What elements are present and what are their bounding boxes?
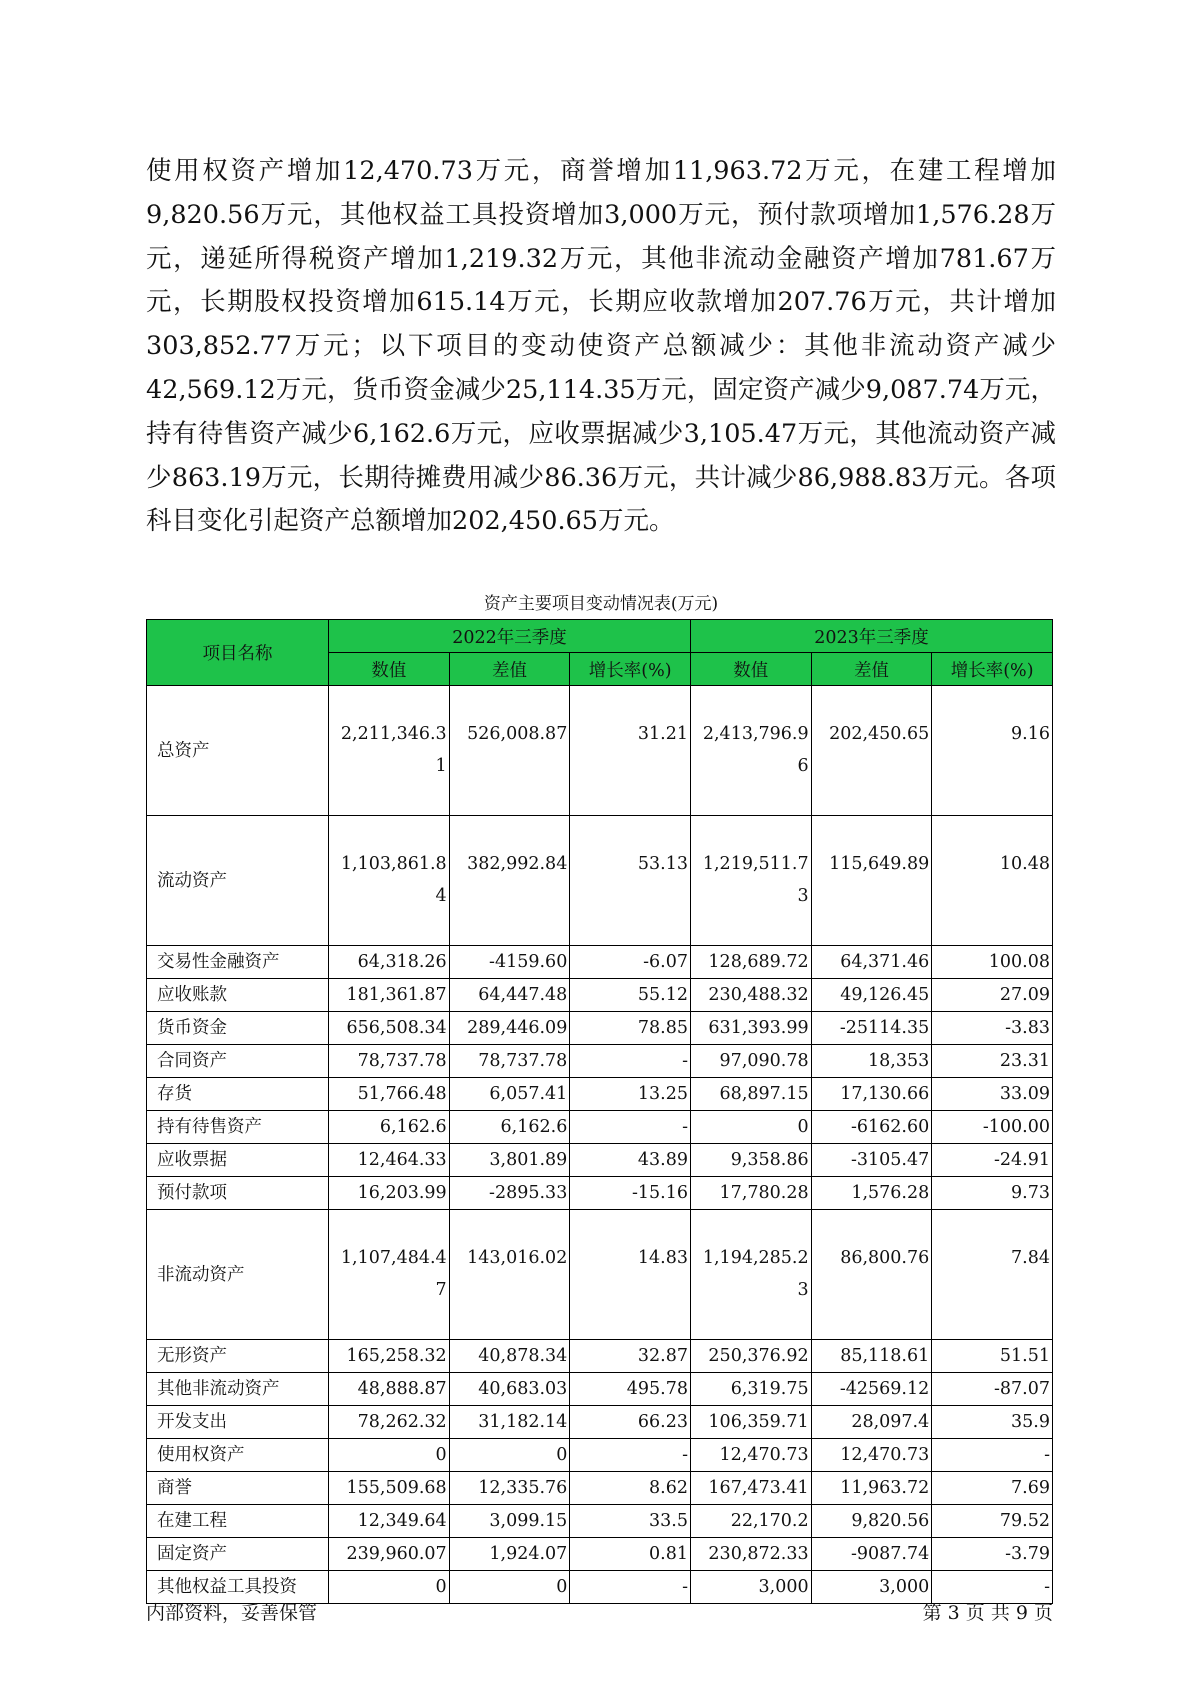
table-row xyxy=(147,1505,1053,1538)
diff-2023-cell: 18,353 xyxy=(811,1045,932,1078)
diff-2023-cell: -9087.74 xyxy=(811,1538,932,1571)
rate-2023-cell: -3.83 xyxy=(932,1012,1053,1045)
diff-2022-cell: 6,162.6 xyxy=(449,1111,570,1144)
table-row xyxy=(147,1406,1053,1439)
rate-2022-cell: 13.25 xyxy=(570,1078,691,1111)
diff-2023-cell: 202,450.65 xyxy=(811,686,932,816)
header-rate-2023: 增长率(%) xyxy=(932,653,1053,686)
diff-2022-cell: 40,878.34 xyxy=(449,1340,570,1373)
rate-2022-cell: 14.83 xyxy=(570,1210,691,1340)
rate-2022-cell: 0.81 xyxy=(570,1538,691,1571)
table-row xyxy=(147,1144,1053,1177)
table-row xyxy=(147,1045,1053,1078)
diff-2023-cell: 11,963.72 xyxy=(811,1472,932,1505)
body-paragraph: 使用权资产增加12,470.73万元，商誉增加11,963.72万元，在建工程增加9,820.56万元，其他权益工具投资增加3,000万元，预付款项增加1,576.28万元，递延所得税资产增加1,219.32万元，其他非流动金融资产增加781.67万元，长期股权投资增加615.14万元，长期应收款增加207.76万元，共计增加303,852.77万元；以下项目的变动使资产总额减少：其他非流动资产减少42,569.12万元，货币资金减少25,114.35万元，固定资产减少9,087.74万元，持有待售资产减少6,162.6万元，应收票据减少3,105.47万元，其他流动资产减少863.19万元，长期待摊费用减少86.36万元，共计减少86,988.83万元。各项科目变化引起资产总额增加202,450.65万元。 xyxy=(146,156,1056,537)
table-row xyxy=(147,1177,1053,1210)
value-2022-cell: 12,349.64 xyxy=(329,1505,450,1538)
diff-2023-cell: -3105.47 xyxy=(811,1144,932,1177)
header-period-2023: 2023年三季度 xyxy=(690,620,1052,653)
row-name-cell: 货币资金 xyxy=(147,1012,329,1045)
value-2022-cell: 16,203.99 xyxy=(329,1177,450,1210)
value-2022-cell: 6,162.6 xyxy=(329,1111,450,1144)
rate-2023-cell: -24.91 xyxy=(932,1144,1053,1177)
value-2022-cell: 656,508.34 xyxy=(329,1012,450,1045)
rate-2022-cell: 495.78 xyxy=(570,1373,691,1406)
diff-2023-cell: 3,000 xyxy=(811,1571,932,1604)
value-2023-cell: 230,488.32 xyxy=(690,979,811,1012)
table-row xyxy=(147,979,1053,1012)
diff-2023-cell: 115,649.89 xyxy=(811,816,932,946)
header-value-2022: 数值 xyxy=(329,653,450,686)
value-2023-cell: 17,780.28 xyxy=(690,1177,811,1210)
row-name-cell: 开发支出 xyxy=(147,1406,329,1439)
diff-2023-cell: 17,130.66 xyxy=(811,1078,932,1111)
value-2023-cell: 106,359.71 xyxy=(690,1406,811,1439)
row-name-cell: 固定资产 xyxy=(147,1538,329,1571)
footer-page-number: 第 3 页 共 9 页 xyxy=(922,1602,1053,1624)
table-body xyxy=(147,686,1053,1604)
diff-2023-cell: 86,800.76 xyxy=(811,1210,932,1340)
value-2023-cell: 6,319.75 xyxy=(690,1373,811,1406)
value-2022-cell: 48,888.87 xyxy=(329,1373,450,1406)
header-value-2023: 数值 xyxy=(690,653,811,686)
table-row xyxy=(147,1472,1053,1505)
rate-2023-cell: 33.09 xyxy=(932,1078,1053,1111)
table-row xyxy=(147,1078,1053,1111)
row-name-cell: 使用权资产 xyxy=(147,1439,329,1472)
row-name-cell: 非流动资产 xyxy=(147,1210,329,1340)
row-name-cell: 合同资产 xyxy=(147,1045,329,1078)
value-2022-cell: 165,258.32 xyxy=(329,1340,450,1373)
row-name-cell: 其他权益工具投资 xyxy=(147,1571,329,1604)
value-2022-cell: 78,262.32 xyxy=(329,1406,450,1439)
rate-2023-cell: 79.52 xyxy=(932,1505,1053,1538)
diff-2022-cell: 78,737.78 xyxy=(449,1045,570,1078)
rate-2022-cell: 78.85 xyxy=(570,1012,691,1045)
rate-2022-cell: - xyxy=(570,1111,691,1144)
diff-2022-cell: 6,057.41 xyxy=(449,1078,570,1111)
table-row xyxy=(147,816,1053,946)
rate-2023-cell: - xyxy=(932,1571,1053,1604)
value-2023-cell: 68,897.15 xyxy=(690,1078,811,1111)
rate-2022-cell: 8.62 xyxy=(570,1472,691,1505)
row-name-cell: 其他非流动资产 xyxy=(147,1373,329,1406)
diff-2022-cell: 143,016.02 xyxy=(449,1210,570,1340)
row-name-cell: 持有待售资产 xyxy=(147,1111,329,1144)
rate-2022-cell: -6.07 xyxy=(570,946,691,979)
row-name-cell: 无形资产 xyxy=(147,1340,329,1373)
value-2022-cell: 0 xyxy=(329,1571,450,1604)
value-2023-cell: 1,219,511.73 xyxy=(690,816,811,946)
diff-2023-cell: -42569.12 xyxy=(811,1373,932,1406)
diff-2022-cell: -4159.60 xyxy=(449,946,570,979)
row-name-cell: 流动资产 xyxy=(147,816,329,946)
rate-2022-cell: - xyxy=(570,1571,691,1604)
rate-2022-cell: 32.87 xyxy=(570,1340,691,1373)
value-2023-cell: 12,470.73 xyxy=(690,1439,811,1472)
value-2022-cell: 12,464.33 xyxy=(329,1144,450,1177)
diff-2023-cell: -25114.35 xyxy=(811,1012,932,1045)
table-row xyxy=(147,946,1053,979)
value-2022-cell: 2,211,346.31 xyxy=(329,686,450,816)
rate-2023-cell: 9.16 xyxy=(932,686,1053,816)
header-rate-2022: 增长率(%) xyxy=(570,653,691,686)
diff-2022-cell: 0 xyxy=(449,1571,570,1604)
header-diff-2023: 差值 xyxy=(811,653,932,686)
diff-2022-cell: 3,801.89 xyxy=(449,1144,570,1177)
diff-2022-cell: 64,447.48 xyxy=(449,979,570,1012)
diff-2022-cell: 382,992.84 xyxy=(449,816,570,946)
rate-2023-cell: 9.73 xyxy=(932,1177,1053,1210)
rate-2022-cell: -15.16 xyxy=(570,1177,691,1210)
value-2022-cell: 64,318.26 xyxy=(329,946,450,979)
diff-2022-cell: 526,008.87 xyxy=(449,686,570,816)
rate-2022-cell: - xyxy=(570,1045,691,1078)
rate-2022-cell: 55.12 xyxy=(570,979,691,1012)
value-2022-cell: 239,960.07 xyxy=(329,1538,450,1571)
table-row xyxy=(147,1012,1053,1045)
table-row xyxy=(147,1373,1053,1406)
diff-2022-cell: 40,683.03 xyxy=(449,1373,570,1406)
rate-2023-cell: 23.31 xyxy=(932,1045,1053,1078)
rate-2023-cell: - xyxy=(932,1439,1053,1472)
rate-2022-cell: - xyxy=(570,1439,691,1472)
rate-2022-cell: 66.23 xyxy=(570,1406,691,1439)
diff-2023-cell: 12,470.73 xyxy=(811,1439,932,1472)
value-2023-cell: 128,689.72 xyxy=(690,946,811,979)
table-row xyxy=(147,1210,1053,1340)
rate-2023-cell: 51.51 xyxy=(932,1340,1053,1373)
table-row xyxy=(147,686,1053,816)
rate-2023-cell: 7.69 xyxy=(932,1472,1053,1505)
value-2023-cell: 167,473.41 xyxy=(690,1472,811,1505)
rate-2022-cell: 33.5 xyxy=(570,1505,691,1538)
diff-2023-cell: 28,097.4 xyxy=(811,1406,932,1439)
diff-2023-cell: 1,576.28 xyxy=(811,1177,932,1210)
value-2023-cell: 230,872.33 xyxy=(690,1538,811,1571)
table-row xyxy=(147,1538,1053,1571)
value-2022-cell: 155,509.68 xyxy=(329,1472,450,1505)
value-2022-cell: 1,107,484.47 xyxy=(329,1210,450,1340)
header-period-2022: 2022年三季度 xyxy=(329,620,691,653)
asset-change-table xyxy=(146,619,1053,1604)
value-2023-cell: 250,376.92 xyxy=(690,1340,811,1373)
table-row xyxy=(147,1439,1053,1472)
value-2023-cell: 631,393.99 xyxy=(690,1012,811,1045)
diff-2022-cell: 289,446.09 xyxy=(449,1012,570,1045)
rate-2022-cell: 53.13 xyxy=(570,816,691,946)
diff-2022-cell: 12,335.76 xyxy=(449,1472,570,1505)
rate-2023-cell: 10.48 xyxy=(932,816,1053,946)
rate-2022-cell: 31.21 xyxy=(570,686,691,816)
footer-confidential-note: 内部资料，妥善保管 xyxy=(146,1602,318,1624)
rate-2023-cell: -87.07 xyxy=(932,1373,1053,1406)
row-name-cell: 在建工程 xyxy=(147,1505,329,1538)
value-2022-cell: 0 xyxy=(329,1439,450,1472)
diff-2023-cell: 64,371.46 xyxy=(811,946,932,979)
value-2022-cell: 1,103,861.84 xyxy=(329,816,450,946)
value-2023-cell: 0 xyxy=(690,1111,811,1144)
row-name-cell: 预付款项 xyxy=(147,1177,329,1210)
diff-2022-cell: -2895.33 xyxy=(449,1177,570,1210)
diff-2023-cell: 9,820.56 xyxy=(811,1505,932,1538)
row-name-cell: 交易性金融资产 xyxy=(147,946,329,979)
value-2022-cell: 51,766.48 xyxy=(329,1078,450,1111)
rate-2023-cell: 35.9 xyxy=(932,1406,1053,1439)
row-name-cell: 存货 xyxy=(147,1078,329,1111)
value-2022-cell: 181,361.87 xyxy=(329,979,450,1012)
header-diff-2022: 差值 xyxy=(449,653,570,686)
diff-2023-cell: 49,126.45 xyxy=(811,979,932,1012)
diff-2023-cell: -6162.60 xyxy=(811,1111,932,1144)
value-2022-cell: 78,737.78 xyxy=(329,1045,450,1078)
value-2023-cell: 9,358.86 xyxy=(690,1144,811,1177)
rate-2023-cell: -3.79 xyxy=(932,1538,1053,1571)
row-name-cell: 应收账款 xyxy=(147,979,329,1012)
rate-2023-cell: 7.84 xyxy=(932,1210,1053,1340)
rate-2022-cell: 43.89 xyxy=(570,1144,691,1177)
value-2023-cell: 22,170.2 xyxy=(690,1505,811,1538)
diff-2022-cell: 31,182.14 xyxy=(449,1406,570,1439)
table-row xyxy=(147,1111,1053,1144)
row-name-cell: 应收票据 xyxy=(147,1144,329,1177)
value-2023-cell: 3,000 xyxy=(690,1571,811,1604)
table-row xyxy=(147,1340,1053,1373)
diff-2022-cell: 0 xyxy=(449,1439,570,1472)
diff-2022-cell: 3,099.15 xyxy=(449,1505,570,1538)
row-name-cell: 总资产 xyxy=(147,686,329,816)
diff-2022-cell: 1,924.07 xyxy=(449,1538,570,1571)
rate-2023-cell: -100.00 xyxy=(932,1111,1053,1144)
value-2023-cell: 2,413,796.96 xyxy=(690,686,811,816)
diff-2023-cell: 85,118.61 xyxy=(811,1340,932,1373)
rate-2023-cell: 27.09 xyxy=(932,979,1053,1012)
value-2023-cell: 1,194,285.23 xyxy=(690,1210,811,1340)
row-name-cell: 商誉 xyxy=(147,1472,329,1505)
rate-2023-cell: 100.08 xyxy=(932,946,1053,979)
table-caption: 资产主要项目变动情况表(万元) xyxy=(483,594,719,614)
value-2023-cell: 97,090.78 xyxy=(690,1045,811,1078)
header-item-name: 项目名称 xyxy=(147,620,329,686)
